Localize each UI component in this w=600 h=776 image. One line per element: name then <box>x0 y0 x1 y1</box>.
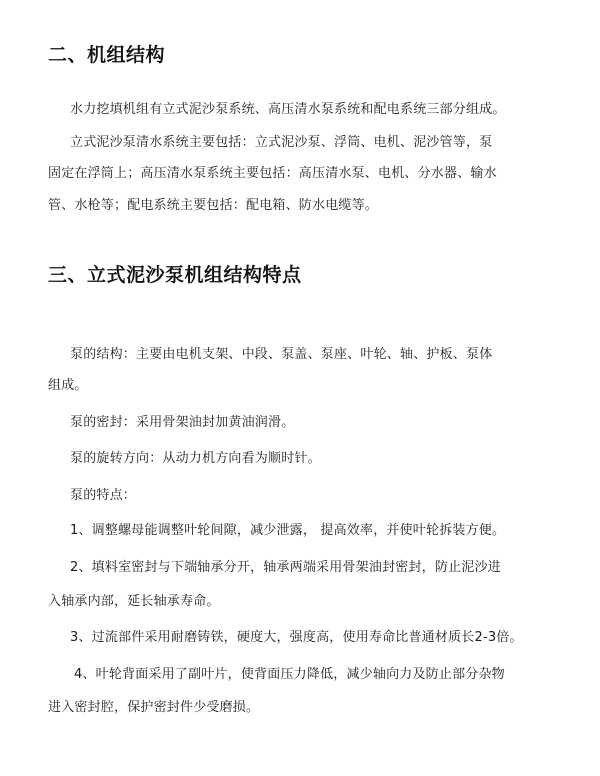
section-2-heading: 二、机组结构 <box>48 44 166 66</box>
pump-structure-line-2: 组成。 <box>48 378 88 393</box>
section-2-paragraph-2-line-3: 管、水枪等；配电系统主要包括：配电箱、防水电缆等。 <box>48 198 379 213</box>
section-2-paragraph-2-line-1: 立式泥沙泵清水系统主要包括：立式泥沙泵、浮筒、电机、泥沙管等，泵 <box>70 135 493 150</box>
section-3-heading: 三、立式泥沙泵机组结构特点 <box>48 264 302 286</box>
feature-4-line-2: 进入密封腔，保护密封件少受磨损。 <box>48 700 260 715</box>
pump-seal: 泵的密封：采用骨架油封加黄油润滑。 <box>70 415 295 430</box>
section-2-paragraph-2-line-2: 固定在浮筒上；高压清水泵系统主要包括：高压清水泵、电机、分水器、输水 <box>48 166 497 181</box>
pump-features-title: 泵的特点： <box>70 488 137 503</box>
feature-2-line-2: 入轴承内部，延长轴承寿命。 <box>48 594 220 609</box>
pump-structure-line-1: 泵的结构：主要由电机支架、中段、泵盖、泵座、叶轮、轴、护板、泵体 <box>70 347 493 362</box>
feature-2-line-1: 2、填料室密封与下端轴承分开，轴承两端采用骨架油封密封，防止泥沙进 <box>70 560 501 575</box>
feature-3: 3、过流部件采用耐磨铸铁，硬度大，强度高，使用寿命比普通材质长2-3倍。 <box>70 630 523 645</box>
pump-rotation: 泵的旋转方向：从动力机方向看为顺时针。 <box>70 451 321 466</box>
section-2-paragraph-1: 水力挖填机组有立式泥沙泵系统、高压清水泵系统和配电系统三部分组成。 <box>70 102 506 117</box>
feature-1: 1、调整螺母能调整叶轮间隙，减少泄露， 提高效率，并使叶轮拆装方便。 <box>70 523 506 538</box>
feature-4-line-1: 4、叶轮背面采用了副叶片，使背面压力降低，减少轴向力及防止部分杂物 <box>74 667 505 682</box>
